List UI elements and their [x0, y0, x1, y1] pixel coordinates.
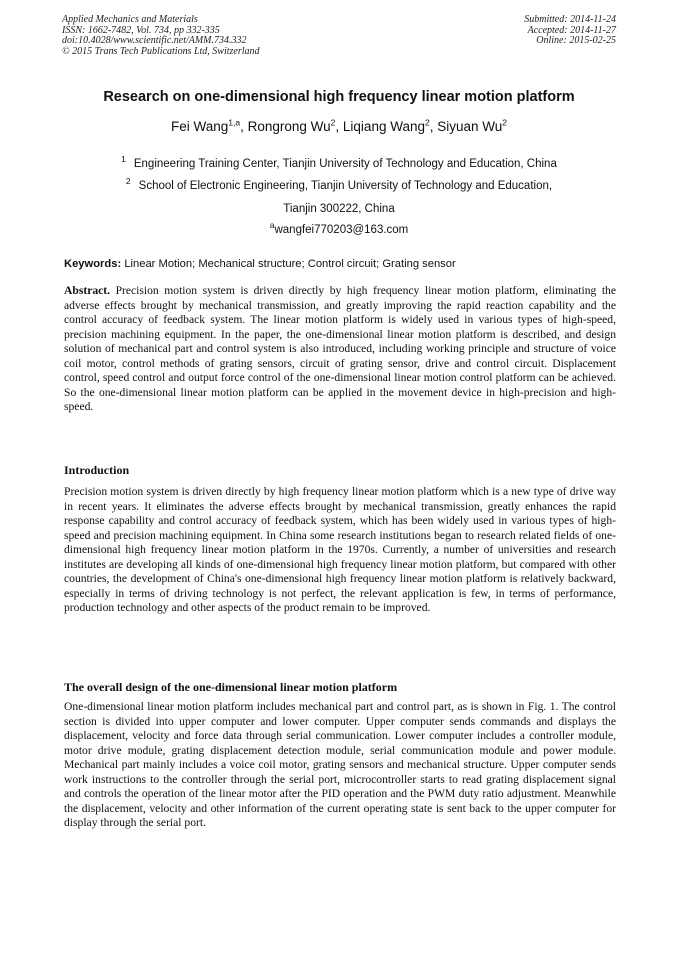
- paper-title: Research on one-dimensional high frequency linear motion platform: [103, 89, 575, 105]
- overall-design-paragraph: One-dimensional linear motion platform includes mechanical part and control part, as is shown in Fig. 1. The control section is divided into upper computer and lower computer. Upper computer sends commands and displays the displacement, velocity and force data through serial communication. Lower computer includes a controller module, motor drive module, grating displacement detection module, serial communication module and power module. Mechanical part mainly includes a voice coil motor, grating sensors and mechanical structure. Upper computer sends work instructions to the controller through the serial port, microcontroller starts to read grating displacement signal and controls the operation of the linear motor after the PID operation and the PWM duty ratio adjustment. Meanwhile the displacement, velocity and other information of the current operating state is sent back to the upper computer for display through the serial port.: [64, 700, 616, 830]
- submitted-date: Submitted: 2014-11-24: [524, 14, 616, 25]
- abstract-text: Precision motion system is driven directly by high frequency linear motion platform, eliminating the adverse effects brought by mechanical transmission, and greatly improving the rapid reaction capability and the control accuracy of feedback system. The linear motion platform is widely used in various types of high-speed, precision machining equipment. In the paper, the one-dimensional linear motion platform is described, and design solution of mechanical part and control system is also introduced, including working principle and structure of voice coil motor, control methods of grating sensors, circuit of grating sensor, drive and control circuit. Displacement control, speed control and output force control of the one-dimensional linear motion control platform can be achieved. So the one-dimensional linear motion platform can be applied in the movement device in high-precision and high-speed.: [64, 284, 616, 414]
- keywords-line: [64, 258, 616, 270]
- author-name: Fei Wang: [170, 119, 229, 134]
- journal-header-left: [62, 15, 260, 57]
- overall-design-heading: The overall design of the one-dimensional linear motion platform: [64, 680, 398, 694]
- author-name: Siyuan Wu: [437, 119, 503, 134]
- author-name: Rongrong Wu: [247, 119, 331, 134]
- journal-name: Applied Mechanics and Materials: [62, 14, 198, 25]
- keywords-label: Keywords:: [64, 258, 122, 270]
- abstract-label: Abstract.: [64, 284, 111, 297]
- email-mark: a: [269, 220, 275, 231]
- author-email[interactable]: [0, 220, 678, 236]
- journal-header-right: [524, 15, 616, 47]
- affiliation-number: 2: [125, 176, 131, 187]
- author-affiliation-mark: 2: [330, 117, 336, 128]
- affiliation-2: [0, 176, 678, 192]
- introduction-paragraph: Precision motion system is driven directly by high frequency linear motion platform which is a new type of drive way in recent years. It eliminates the adverse effects brought by mechanical transmission, greatly enhances the rapid response capability and control accuracy of feedback system, which has been widely used in various types of high-speed and precision machining equipment. In China some research institutions began to research related fields of one-dimensional high frequency linear motion platform in the 1970s. Currently, a number of universities and research institutes are developing all kinds of one-dimensional high frequency linear motion platform, but compared with other countries, the development of China's one-dimensional high frequency linear motion platform is relatively backward, especially in terms of driving technology is not perfect, the relevant application is few, in terms of performance, production technology and other aspects of the product remain to be improved.: [64, 485, 616, 615]
- affiliation-number: 1: [121, 154, 126, 165]
- affiliation-2-city: Tianjin 300222, China: [283, 203, 395, 215]
- affiliation-text: Engineering Training Center, Tianjin University of Technology and Education, China: [133, 158, 557, 170]
- introduction-heading: Introduction: [64, 463, 130, 477]
- accepted-date: Accepted: 2014-11-27: [527, 24, 616, 36]
- affiliation-text: School of Electronic Engineering, Tianjin University of Technology and Education,: [138, 180, 553, 192]
- author-affiliation-mark: 2: [502, 117, 508, 128]
- keywords-text: Linear Motion; Mechanical structure; Control circuit; Grating sensor: [124, 258, 456, 270]
- author-name: Liqiang Wang: [342, 119, 425, 134]
- email-address[interactable]: wangfei770203@163.com: [274, 224, 409, 236]
- issn-line: ISSN: 1662-7482, Vol. 734, pp 332-335: [62, 24, 220, 36]
- abstract-paragraph: [64, 284, 616, 415]
- doi-line: doi:10.4028/www.scientific.net/AMM.734.332: [62, 35, 247, 46]
- online-date: Online: 2015-02-25: [536, 35, 616, 46]
- affiliation-1: [0, 154, 678, 170]
- author-affiliation-mark: 2: [424, 117, 430, 128]
- author-list: Fei Wang$^{1,a}$, Rongrong Wu$^2$, Liqiang Wang$^2$, Siyuan Wu$^2$: [170, 117, 508, 134]
- author-affiliation-mark: 1,a: [228, 117, 241, 128]
- copyright-line: © 2015 Trans Tech Publications Ltd, Switzerland: [62, 45, 260, 57]
